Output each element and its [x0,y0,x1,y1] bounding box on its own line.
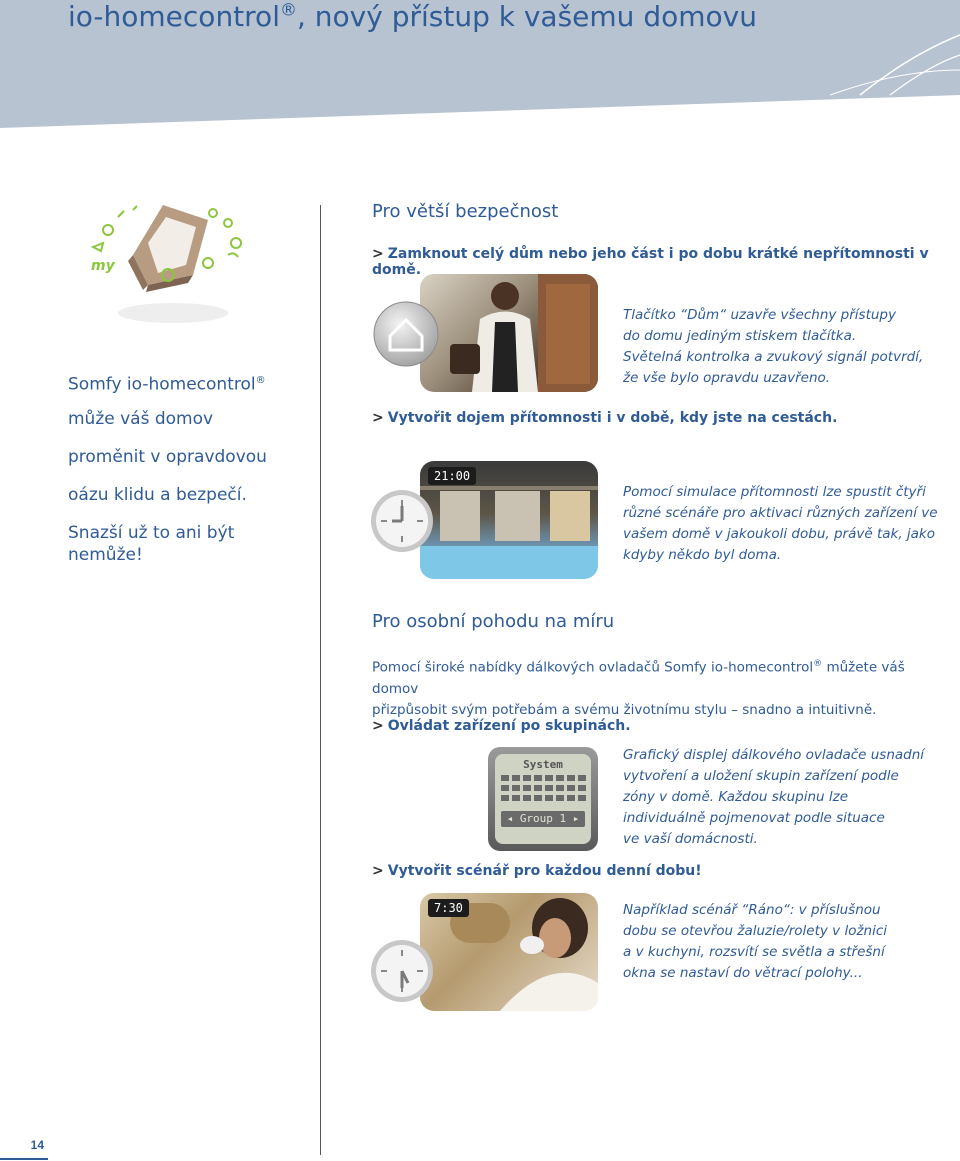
section-title-comfort: Pro osobní pohodu na míru [372,611,615,632]
intro-reg-mark: ® [813,659,823,669]
tagline-line-2: může váš domov [68,409,214,429]
tagline-brand: Somfy io-homecontrol [68,374,256,395]
bullet-marker: > [372,718,384,734]
remote-display [488,747,598,851]
display-group-label: Group 1 [519,812,567,825]
para-line: Světelná kontrolka a zvukový signál potvrdí, [623,349,924,365]
display-grid [495,773,591,809]
tagline-line-3: proměnit v opravdovou [68,447,267,467]
para-line: Grafický displej dálkového ovladače usnadní [623,747,925,763]
bullet-daily-scenario [372,863,702,879]
arrow-left-icon: ◂ [506,812,514,825]
intro-paragraph [372,654,912,721]
title-brand: io-homecontrol [68,0,280,33]
display-title: System [523,758,563,771]
intro-line-1 [372,654,912,700]
bullet-text: Zamknout celý dům nebo jeho část i po dobu krátké nepřítomnosti v domě. [372,246,929,278]
page-number [0,1138,48,1160]
bullet-marker: > [372,410,384,426]
para-line: dobu se otevřou žaluzie/rolety v ložnici [623,923,888,939]
photo-woman-leaving-illustration [420,274,598,392]
time-tag-morning: 7:30 [428,899,469,917]
house-logo-icon [88,195,258,335]
para-line: zóny v domě. Každou skupinu lze [623,789,849,805]
photo-woman-leaving [420,274,598,392]
tagline-line-1 [68,370,308,408]
column-divider [320,205,321,1155]
bullet-marker: > [372,863,384,879]
para-line: vytvoření a uložení skupin zařízení podle [623,768,899,784]
tagline-line-4: oázu klidu a bezpečí. [68,485,247,505]
title-reg-mark: ® [279,0,297,21]
remote-display-screen [495,754,591,844]
bullet-text: Vytvořit scénář pro každou denní dobu! [387,863,702,879]
arrow-right-icon: ▸ [572,812,580,825]
para-house-button [623,305,943,389]
clock-icon [370,488,436,554]
para-line: a v kuchyni, rozsvítí se světla a střešní [623,944,885,960]
section-title-security: Pro větší bezpečnost [372,201,559,222]
para-presence-simulation [623,482,943,566]
intro-text-a: Pomocí široké nabídky dálkových ovladačů Somfy io-homecontrol [372,659,814,676]
logo-my-text: my [91,258,115,274]
left-tagline [68,370,308,565]
para-line: okna se nastaví do větrací polohy... [623,965,863,981]
display-group-bar [501,811,585,827]
bullet-marker: > [372,246,384,262]
para-line: Pomocí simulace přítomnosti lze spustit čtyři [623,484,926,500]
bullet-presence [372,410,837,426]
para-line: Například scénář “Ráno“: v příslušnou [623,902,881,918]
photo-woman-morning [420,893,598,1011]
para-line: kdyby někdo byl doma. [623,547,782,563]
photo-night-pool [420,461,598,579]
time-tag-evening: 21:00 [428,467,476,485]
bullet-text: Ovládat zařízení po skupinách. [387,718,631,734]
intro-line-2: přizpůsobit svým potřebám a svému životnímu stylu – snadno a intuitivně. [372,701,877,718]
bullet-text: Vytvořit dojem přítomnosti i v době, kdy jste na cestách. [387,410,838,426]
para-line: individuálně pojmenovat podle situace [623,810,885,826]
para-morning-scenario [623,900,943,984]
clock-icon [370,938,436,1004]
para-line: vašem domě v jakoukoli dobu, právě tak, jako [623,526,936,542]
tagline-reg-mark: ® [255,375,266,386]
para-line: různé scénáře pro aktivaci různých zařízení ve [623,505,938,521]
header-band [0,0,960,130]
house-button-icon [372,300,444,372]
title-rest: , nový přístup k vašemu domovu [296,0,757,33]
page-number-text: 14 [30,1138,44,1152]
para-line: Tlačítko “Dům“ uzavře všechny přístupy [623,307,896,323]
para-line: že vše bylo opravdu uzavřeno. [623,370,831,386]
intro-text-b: můžete váš domov [372,659,905,697]
tagline-line-5: Snazší už to ani být nemůže! [68,523,235,565]
bullet-groups [372,718,631,734]
page-title [68,0,757,33]
para-line: ve vaší domácnosti. [623,831,758,847]
para-graphic-display [623,745,943,850]
para-line: do domu jediným stiskem tlačítka. [623,328,857,344]
